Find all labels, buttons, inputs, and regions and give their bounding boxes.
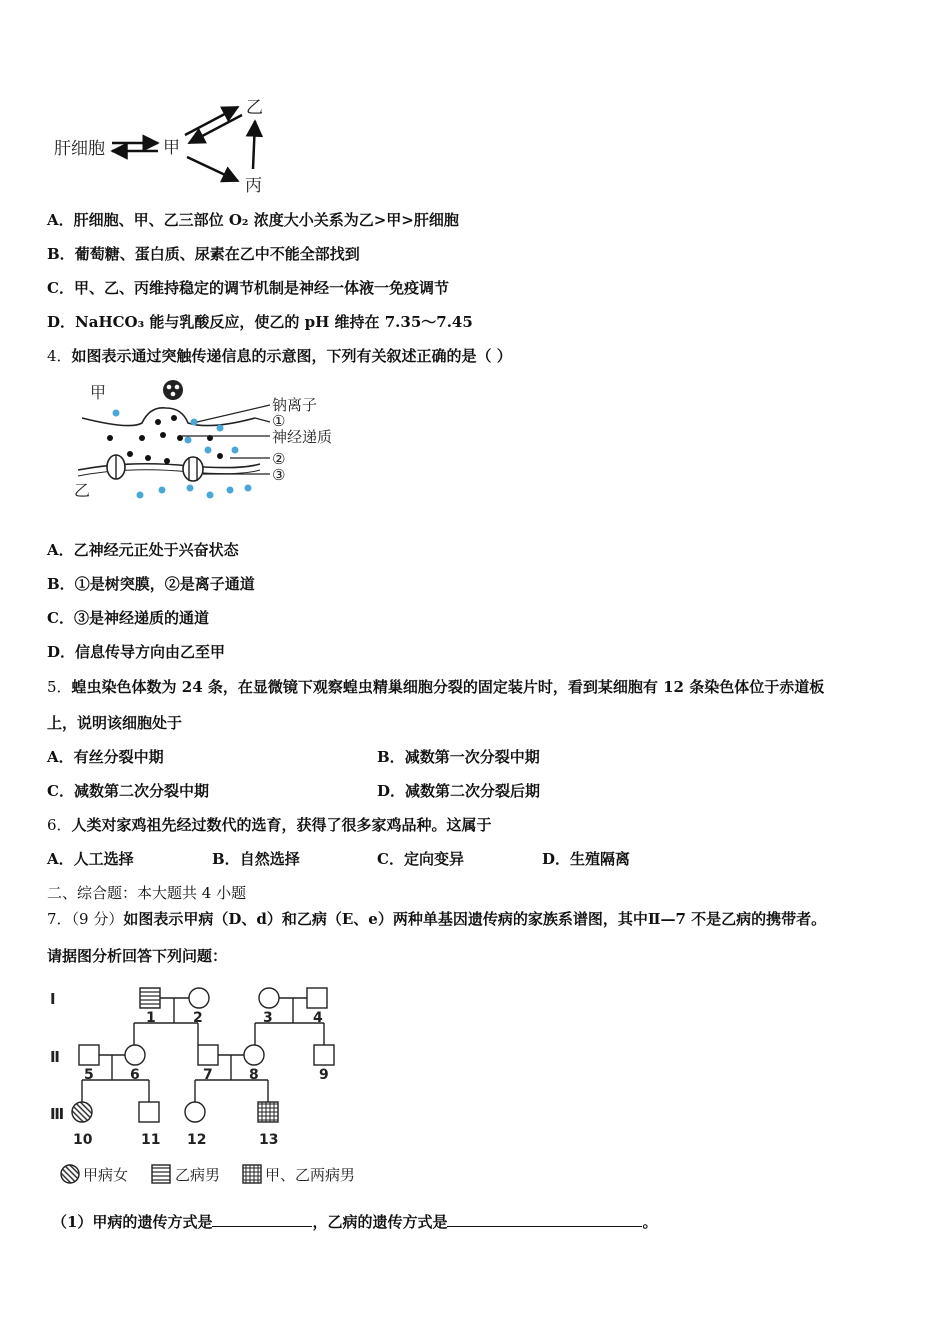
id-label-5: 5 — [84, 1067, 94, 1083]
individual-11 — [139, 1102, 159, 1122]
individual-5 — [79, 1045, 99, 1065]
individual-10 — [72, 1102, 92, 1122]
id-label-11: 11 — [141, 1132, 161, 1148]
q3-option-b: B．葡萄糖、蛋白质、尿素在乙中不能全部找到 — [47, 245, 360, 263]
legend-jia-female: 甲病女 — [83, 1166, 129, 1184]
arrow-jia-to-bing — [187, 157, 238, 181]
individual-7 — [198, 1045, 218, 1065]
q4-option-c: C．③是神经递质的通道 — [47, 609, 209, 627]
q6-option-a: A．人工选择 — [47, 850, 134, 868]
synapse-diagram — [70, 378, 350, 508]
neurotransmitter-label: 神经递质 — [272, 428, 333, 446]
generation-1-label: Ⅰ — [50, 990, 56, 1008]
legend-both-male: 甲、乙两病男 — [265, 1166, 356, 1184]
presynaptic-membrane — [82, 408, 255, 426]
pedigree-chart — [48, 982, 368, 1192]
generation-2-label: Ⅱ — [50, 1048, 60, 1066]
id-label-9: 9 — [319, 1067, 329, 1083]
sodium-ion-label: 钠离子 — [272, 396, 318, 414]
q3-option-c: C．甲、乙、丙维持稳定的调节机制是神经一体液一免疫调节 — [47, 279, 449, 297]
q5-stem-line1: 5．蝗虫染色体数为 24 条，在显微镜下观察蝗虫精巢细胞分裂的固定装片时，看到某细胞有 12 条染色体位于赤道板 — [47, 678, 825, 696]
jia-label: 甲 — [163, 138, 180, 158]
q5-option-c: C．减数第二次分裂中期 — [47, 782, 209, 800]
individual-3 — [259, 988, 279, 1008]
arrow-bing-to-yi — [253, 121, 255, 169]
q7-stem-line2: 请据图分析回答下列问题： — [47, 947, 228, 965]
id-label-4: 4 — [313, 1010, 323, 1026]
answer-blank-2[interactable] — [447, 1212, 642, 1227]
q6-stem: 6．人类对家鸡祖先经过数代的选育，获得了很多家鸡品种。这属于 — [47, 816, 492, 834]
individual-8 — [244, 1045, 264, 1065]
q4-stem: 4．如图表示通过突触传递信息的示意图，下列有关叙述正确的是（ ） — [47, 347, 512, 365]
id-label-1: 1 — [146, 1010, 156, 1026]
q6-option-b: B．自然选择 — [212, 850, 300, 868]
q6-option-d: D．生殖隔离 — [542, 850, 631, 868]
synaptic-vesicle — [163, 380, 183, 400]
id-label-12: 12 — [187, 1132, 207, 1148]
id-label-6: 6 — [130, 1067, 140, 1083]
individual-9 — [314, 1045, 334, 1065]
neurotransmitter-dots — [107, 415, 223, 464]
q6-option-c: C．定向变异 — [377, 850, 464, 868]
section-heading: 二、综合题：本大题共 4 小题 — [47, 884, 247, 902]
legend-both-male-symbol — [243, 1165, 261, 1183]
q4-option-b: B．①是树突膜，②是离子通道 — [47, 575, 255, 593]
id-label-13: 13 — [259, 1132, 279, 1148]
individual-6 — [125, 1045, 145, 1065]
generation-3-label: Ⅲ — [50, 1105, 65, 1123]
marker-2: ② — [272, 450, 286, 468]
postsynaptic-membrane — [78, 464, 260, 470]
individual-2 — [189, 988, 209, 1008]
marker-3: ③ — [272, 466, 286, 484]
marker-1: ① — [272, 412, 286, 430]
q4-option-d: D．信息传导方向由乙至甲 — [47, 643, 226, 661]
q5-stem-line2: 上，说明该细胞处于 — [47, 714, 183, 732]
synapse-jia-label: 甲 — [90, 383, 107, 402]
individual-1 — [140, 988, 160, 1008]
body-fluid-diagram — [50, 95, 280, 195]
liver-cell-label: 肝细胞 — [54, 139, 105, 159]
bing-label: 丙 — [245, 176, 262, 195]
legend-yi-male-symbol — [152, 1165, 170, 1183]
q7-sub1: （1）甲病的遗传方式是 ，乙病的遗传方式是 。 — [52, 1213, 658, 1231]
q4-option-a: A．乙神经元正处于兴奋状态 — [47, 541, 239, 559]
id-label-2: 2 — [193, 1010, 203, 1026]
yi-label: 乙 — [246, 98, 263, 118]
individual-4 — [307, 988, 327, 1008]
q5-option-b: B．减数第一次分裂中期 — [377, 748, 540, 766]
q5-option-d: D．减数第二次分裂后期 — [377, 782, 541, 800]
q5-option-a: A．有丝分裂中期 — [47, 748, 164, 766]
q7-stem-line1: 7．（9 分）如图表示甲病（D、d）和乙病（E、e）两种单基因遗传病的家族系谱图，其中Ⅱ—7 不是乙病的携带者。 — [47, 910, 827, 928]
q3-option-a: A．肝细胞、甲、乙三部位 O₂ 浓度大小关系为乙>甲>肝细胞 — [47, 211, 459, 229]
legend-jia-female-symbol — [61, 1165, 79, 1183]
id-label-3: 3 — [263, 1010, 273, 1026]
individual-13 — [258, 1102, 278, 1122]
synapse-yi-label: 乙 — [74, 481, 91, 500]
answer-blank-1[interactable] — [212, 1212, 312, 1227]
legend-yi-male: 乙病男 — [175, 1166, 221, 1184]
q3-option-d: D．NaHCO₃ 能与乳酸反应，使乙的 pH 维持在 7.35～7.45 — [47, 313, 473, 331]
individual-12 — [185, 1102, 205, 1122]
id-label-10: 10 — [73, 1132, 93, 1148]
id-label-8: 8 — [249, 1067, 259, 1083]
id-label-7: 7 — [203, 1067, 213, 1083]
receptor-channel — [183, 457, 203, 481]
